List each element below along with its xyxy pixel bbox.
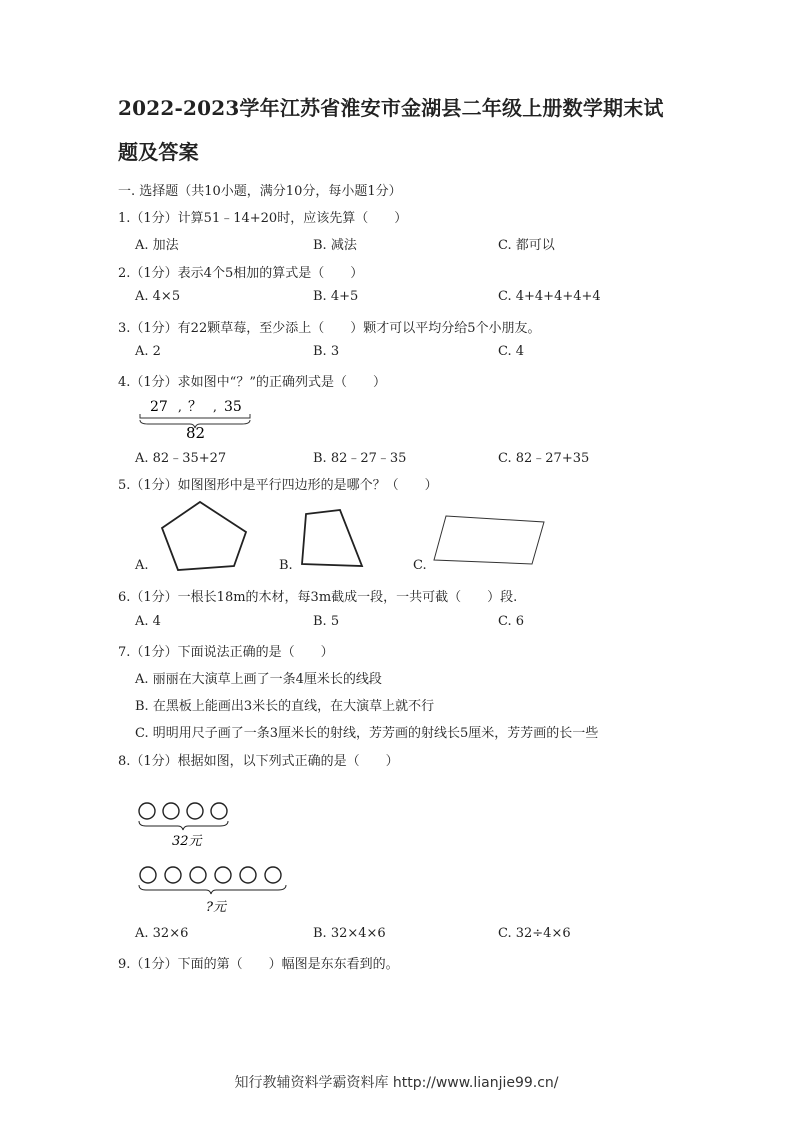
q3-option-a: A. 2 <box>135 344 161 359</box>
q8-bottom-circle <box>240 867 256 883</box>
q5-option-a: A. <box>135 558 149 573</box>
q4-part-2: ？ <box>188 399 202 415</box>
question-6: 6.（1分）一根长18m的木材，每3m截成一段，一共可截（ ）段. <box>118 590 518 605</box>
q1-option-c: C. 都可以 <box>498 238 555 253</box>
q8-top-circle <box>163 803 179 819</box>
q2-option-b: B. 4+5 <box>313 289 359 304</box>
q5-shape-a-pentagon <box>158 500 250 572</box>
q7-option-c: C. 明明用尺子画了一条3厘米长的射线，芳芳画的射线长5厘米，芳芳画的长一些 <box>135 726 599 741</box>
page-footer[interactable]: 知行教辅资料学霸资料库 http://www.lianjie99.cn/ <box>234 1075 559 1091</box>
q7-option-b: B. 在黑板上能画出3米长的直线，在大演草上就不行 <box>135 699 435 714</box>
q1-option-a: A. 加法 <box>135 238 179 253</box>
q4-total: 82 <box>186 424 206 438</box>
q6-option-b: B. 5 <box>313 614 340 629</box>
document-title-line1: 2022-2023学年江苏省淮安市金湖县二年级上册数学期末试 <box>118 96 664 120</box>
section-heading: 一. 选择题（共10小题，满分10分，每小题1分） <box>118 184 402 199</box>
q8-option-c: C. 32÷4×6 <box>498 926 571 941</box>
q5-shape-b-quadrilateral <box>300 508 368 572</box>
q1-option-b: B. 减法 <box>313 238 357 253</box>
q3-option-c: C. 4 <box>498 344 525 359</box>
q4-part-1: 27 <box>150 399 168 415</box>
q8-bottom-circle <box>265 867 281 883</box>
question-3: 3.（1分）有22颗草莓，至少添上（ ）颗才可以平均分给5个小朋友。 <box>118 321 541 336</box>
q8-bottom-circle <box>165 867 181 883</box>
q5-shape-c-parallelogram <box>430 512 550 568</box>
question-4: 4.（1分）求如图中“？”的正确列式是（ ） <box>118 375 386 390</box>
question-7: 7.（1分）下面说法正确的是（ ） <box>118 645 334 660</box>
q4-option-b: B. 82﹣27﹣35 <box>313 451 407 466</box>
q6-option-a: A. 4 <box>135 614 161 629</box>
q8-circles-top <box>136 800 236 850</box>
question-5: 5.（1分）如图图形中是平行四边形的是哪个？（ ） <box>118 478 438 493</box>
question-9: 9.（1分）下面的第（ ）幅图是东东看到的。 <box>118 957 399 972</box>
q8-circles-bottom <box>136 864 292 916</box>
q4-segment-diagram <box>138 394 258 438</box>
q5-option-c: C. <box>413 558 427 573</box>
q8-bottom-circle <box>140 867 156 883</box>
q8-bottom-label: ?元 <box>206 900 226 915</box>
q3-option-b: B. 3 <box>313 344 340 359</box>
question-8: 8.（1分）根据如图，以下列式正确的是（ ） <box>118 754 399 769</box>
q5-option-b: B. <box>279 558 293 573</box>
q4-part-sep-1: , <box>178 400 182 414</box>
q7-option-a: A. 丽丽在大演草上画了一条4厘米长的线段 <box>135 672 382 687</box>
q8-top-circle <box>211 803 227 819</box>
q8-bottom-circle <box>215 867 231 883</box>
question-1: 1.（1分）计算51﹣14+20时，应该先算（ ） <box>118 211 408 226</box>
q4-part-sep-2: , <box>213 400 217 414</box>
q2-option-c: C. 4+4+4+4+4 <box>498 289 601 304</box>
q8-top-circle <box>187 803 203 819</box>
q8-top-circle <box>139 803 155 819</box>
q4-option-a: A. 82﹣35+27 <box>135 451 227 466</box>
q6-option-c: C. 6 <box>498 614 525 629</box>
q8-bottom-brace <box>139 885 286 894</box>
q2-option-a: A. 4×5 <box>135 289 181 304</box>
document-title-line2: 题及答案 <box>118 140 199 164</box>
question-2: 2.（1分）表示4个5相加的算式是（ ） <box>118 266 364 281</box>
q4-option-c: C. 82﹣27+35 <box>498 451 590 466</box>
q8-top-label: 32元 <box>172 834 202 849</box>
q8-top-brace <box>139 821 228 830</box>
q8-option-b: B. 32×4×6 <box>313 926 386 941</box>
q8-option-a: A. 32×6 <box>135 926 189 941</box>
q4-part-3: 35 <box>224 399 242 415</box>
q8-bottom-circle <box>190 867 206 883</box>
